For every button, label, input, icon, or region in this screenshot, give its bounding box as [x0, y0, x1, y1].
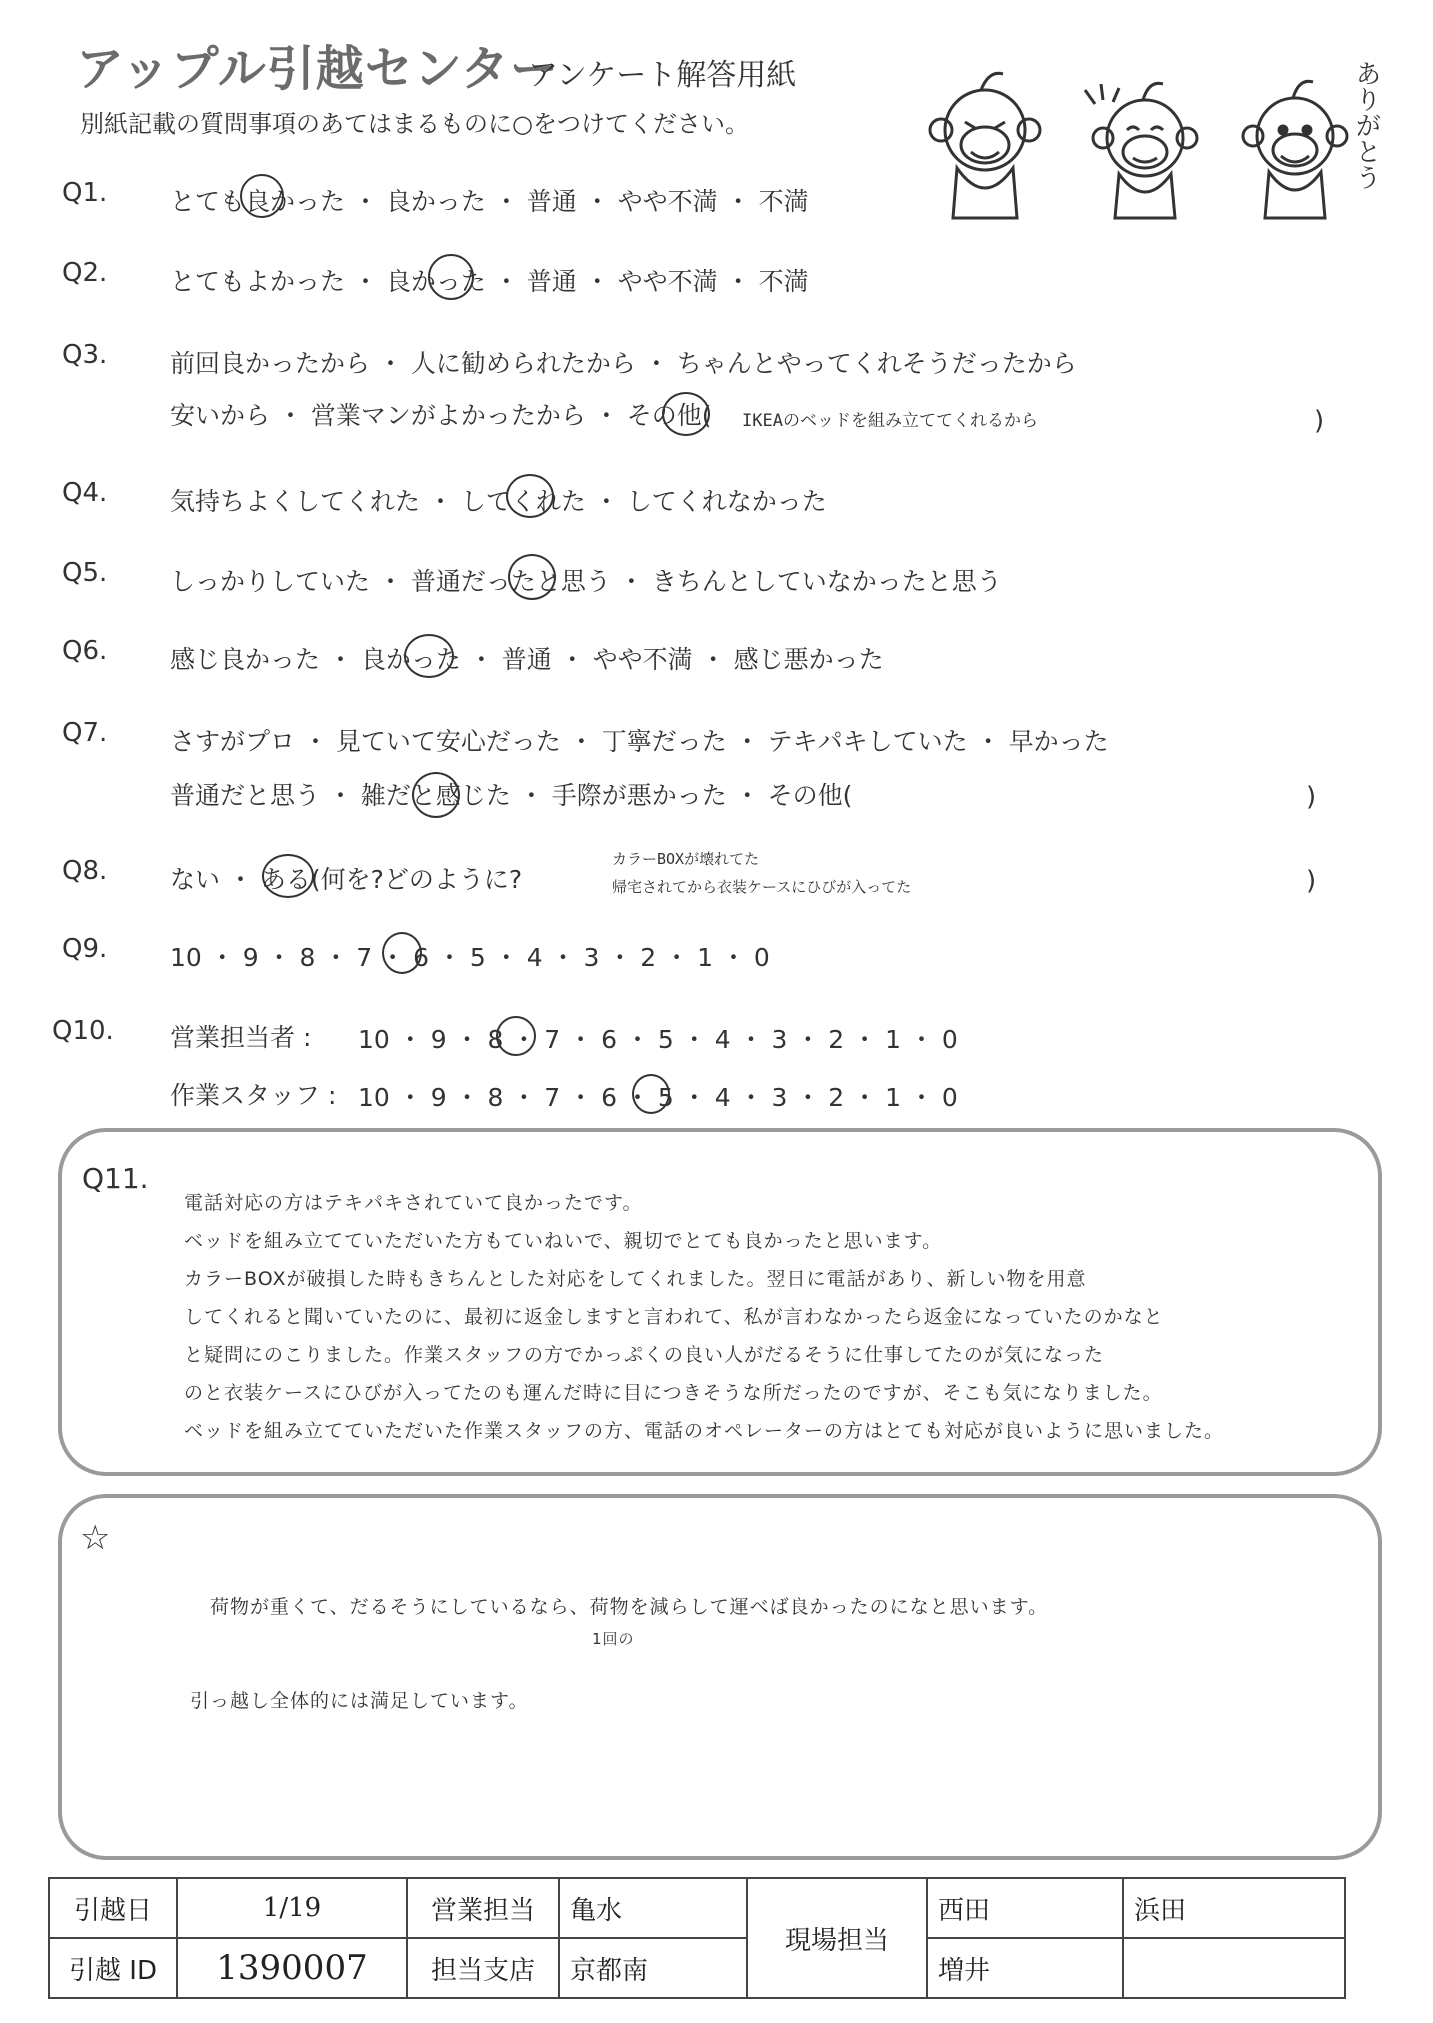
q10-label: Q10.	[52, 1016, 114, 1046]
q5-label: Q5.	[62, 558, 108, 588]
thanks-text: ありがとう	[1351, 60, 1381, 190]
q7-options-line1: さすがプロ ・ 見ていて安心だった ・ 丁寧だった ・ テキパキしていた ・ 早かった	[170, 727, 1109, 756]
q5-answer-circle	[508, 554, 556, 600]
q10-sales-answer-circle	[496, 1016, 536, 1056]
move-date-label: 引越日	[49, 1878, 177, 1938]
move-info-table	[48, 1877, 1346, 1999]
sales-rep-value: 亀水	[559, 1878, 747, 1938]
q3-label: Q3.	[62, 340, 108, 370]
star-comment-box	[58, 1494, 1382, 1860]
q7-close-paren: )	[1306, 782, 1317, 812]
q6-options: 感じ良かった ・ 良かった ・ 普通 ・ やや不満 ・ 感じ悪かった	[170, 645, 884, 674]
q3-other-answer: IKEAのベッドを組み立ててくれるから	[742, 411, 1038, 431]
q10-staff-label: 作業スタッフ :	[170, 1081, 337, 1110]
q2-options: とてもよかった ・ 良かった ・ 普通 ・ やや不満 ・ 不満	[170, 267, 809, 296]
sales-rep-label: 営業担当	[407, 1878, 559, 1938]
q11-label: Q11.	[82, 1162, 149, 1195]
q2-label: Q2.	[62, 258, 108, 288]
q8-label: Q8.	[62, 856, 108, 886]
q6-answer-circle	[404, 634, 454, 678]
q4-label: Q4.	[62, 478, 108, 508]
q8-close-paren: )	[1306, 866, 1317, 896]
form-subtitle: アンケート解答用紙	[528, 58, 797, 93]
q4-answer-circle	[506, 474, 554, 518]
move-id-value: 1390007	[177, 1938, 407, 1998]
site-staff-2: 浜田	[1123, 1878, 1345, 1938]
q8-answer-line1: カラーBOXが壊れてた	[612, 850, 760, 868]
q11-comment-line: と疑問にのこりました。作業スタッフの方でかっぷくの良い人がだるそうに仕事してたのが気になった	[184, 1344, 1105, 1366]
q3-options-line1: 前回良かったから ・ 人に勧められたから ・ ちゃんとやってくれそうだったから	[170, 349, 1077, 378]
q2-answer-circle	[428, 254, 474, 300]
q7-options-line2: 普通だと思う ・ 雑だと感じた ・ 手際が悪かった ・ その他(	[170, 781, 853, 810]
mascot-illustration	[905, 60, 1405, 230]
q8-options: ない ・ ある(何を?どのように?	[170, 865, 523, 894]
q8-answer-circle	[262, 854, 314, 898]
q1-label: Q1.	[62, 178, 108, 208]
branch-label: 担当支店	[407, 1938, 559, 1998]
q4-options: 気持ちよくしてくれた ・ してくれた ・ してくれなかった	[170, 487, 827, 516]
move-id-label: 引越 ID	[49, 1938, 177, 1998]
q5-options: しっかりしていた ・ 普通だったと思う ・ きちんとしていなかったと思う	[170, 567, 1002, 596]
q7-label: Q7.	[62, 718, 108, 748]
company-title: アップル引越センター	[76, 41, 559, 97]
q11-comment-line: 電話対応の方はテキパキされていて良かったです。	[184, 1192, 643, 1214]
star-comment-insert: 1回の	[592, 1630, 635, 1648]
q10-sales-scale: 10 ・ 9 ・ 8 ・ 7 ・ 6 ・ 5 ・ 4 ・ 3 ・ 2 ・ 1 ・ 0	[358, 1025, 958, 1054]
q3-answer-circle	[662, 392, 710, 436]
q11-comment-line: カラーBOXが破損した時もきちんとした対応をしてくれました。翌日に電話があり、新しい物を用意	[184, 1268, 1087, 1290]
q9-scale: 10 ・ 9 ・ 8 ・ 7 ・ 6 ・ 5 ・ 4 ・ 3 ・ 2 ・ 1 ・ 0	[170, 943, 770, 972]
star-comment-line: 引っ越し全体的には満足しています。	[190, 1690, 529, 1712]
q10-staff-scale: 10 ・ 9 ・ 8 ・ 7 ・ 6 ・ 5 ・ 4 ・ 3 ・ 2 ・ 1 ・ 0	[358, 1083, 958, 1112]
q11-comment-line: のと衣装ケースにひびが入ってたのも運んだ時に目につきそうな所だったのですが、そこも気になりました。	[184, 1382, 1163, 1404]
instruction-text: 別紙記載の質問事項のあてはまるものに○をつけてください。	[80, 110, 749, 138]
site-staff-3: 増井	[927, 1938, 1123, 1998]
q11-comment-line: ベッドを組み立てていただいた作業スタッフの方、電話のオペレーターの方はとても対応が良いように思いました。	[184, 1420, 1225, 1442]
q1-answer-circle	[240, 174, 284, 218]
site-staff-1: 西田	[927, 1878, 1123, 1938]
q6-label: Q6.	[62, 636, 108, 666]
q11-comment-line: してくれると聞いていたのに、最初に返金しますと言われて、私が言わなかったら返金になっていたのかなと	[184, 1306, 1164, 1328]
q9-label: Q9.	[62, 934, 108, 964]
q11-comment-line: ベッドを組み立てていただいた方もていねいで、親切でとても良かったと思います。	[184, 1230, 943, 1252]
q3-options-line2: 安いから ・ 営業マンがよかったから ・ その他(	[170, 401, 712, 430]
site-staff-4	[1123, 1938, 1345, 1998]
move-date-value: 1/19	[177, 1878, 407, 1938]
q7-answer-circle	[412, 772, 460, 818]
q8-answer-line2: 帰宅されてから衣装ケースにひびが入ってた	[612, 878, 912, 896]
branch-value: 京都南	[559, 1938, 747, 1998]
q10-staff-answer-circle	[632, 1074, 670, 1114]
star-comment-line: 荷物が重くて、だるそうにしているなら、荷物を減らして運べば良かったのになと思います。	[210, 1596, 1049, 1618]
site-staff-label: 現場担当	[747, 1878, 927, 1998]
star-icon: ☆	[80, 1518, 111, 1558]
q1-options: とても良かった ・ 良かった ・ 普通 ・ やや不満 ・ 不満	[170, 187, 809, 216]
q3-close-paren: )	[1314, 406, 1325, 436]
q10-sales-label: 営業担当者 :	[170, 1023, 312, 1052]
q9-answer-circle	[382, 932, 422, 974]
monkey-mascot-icon	[905, 60, 1405, 230]
